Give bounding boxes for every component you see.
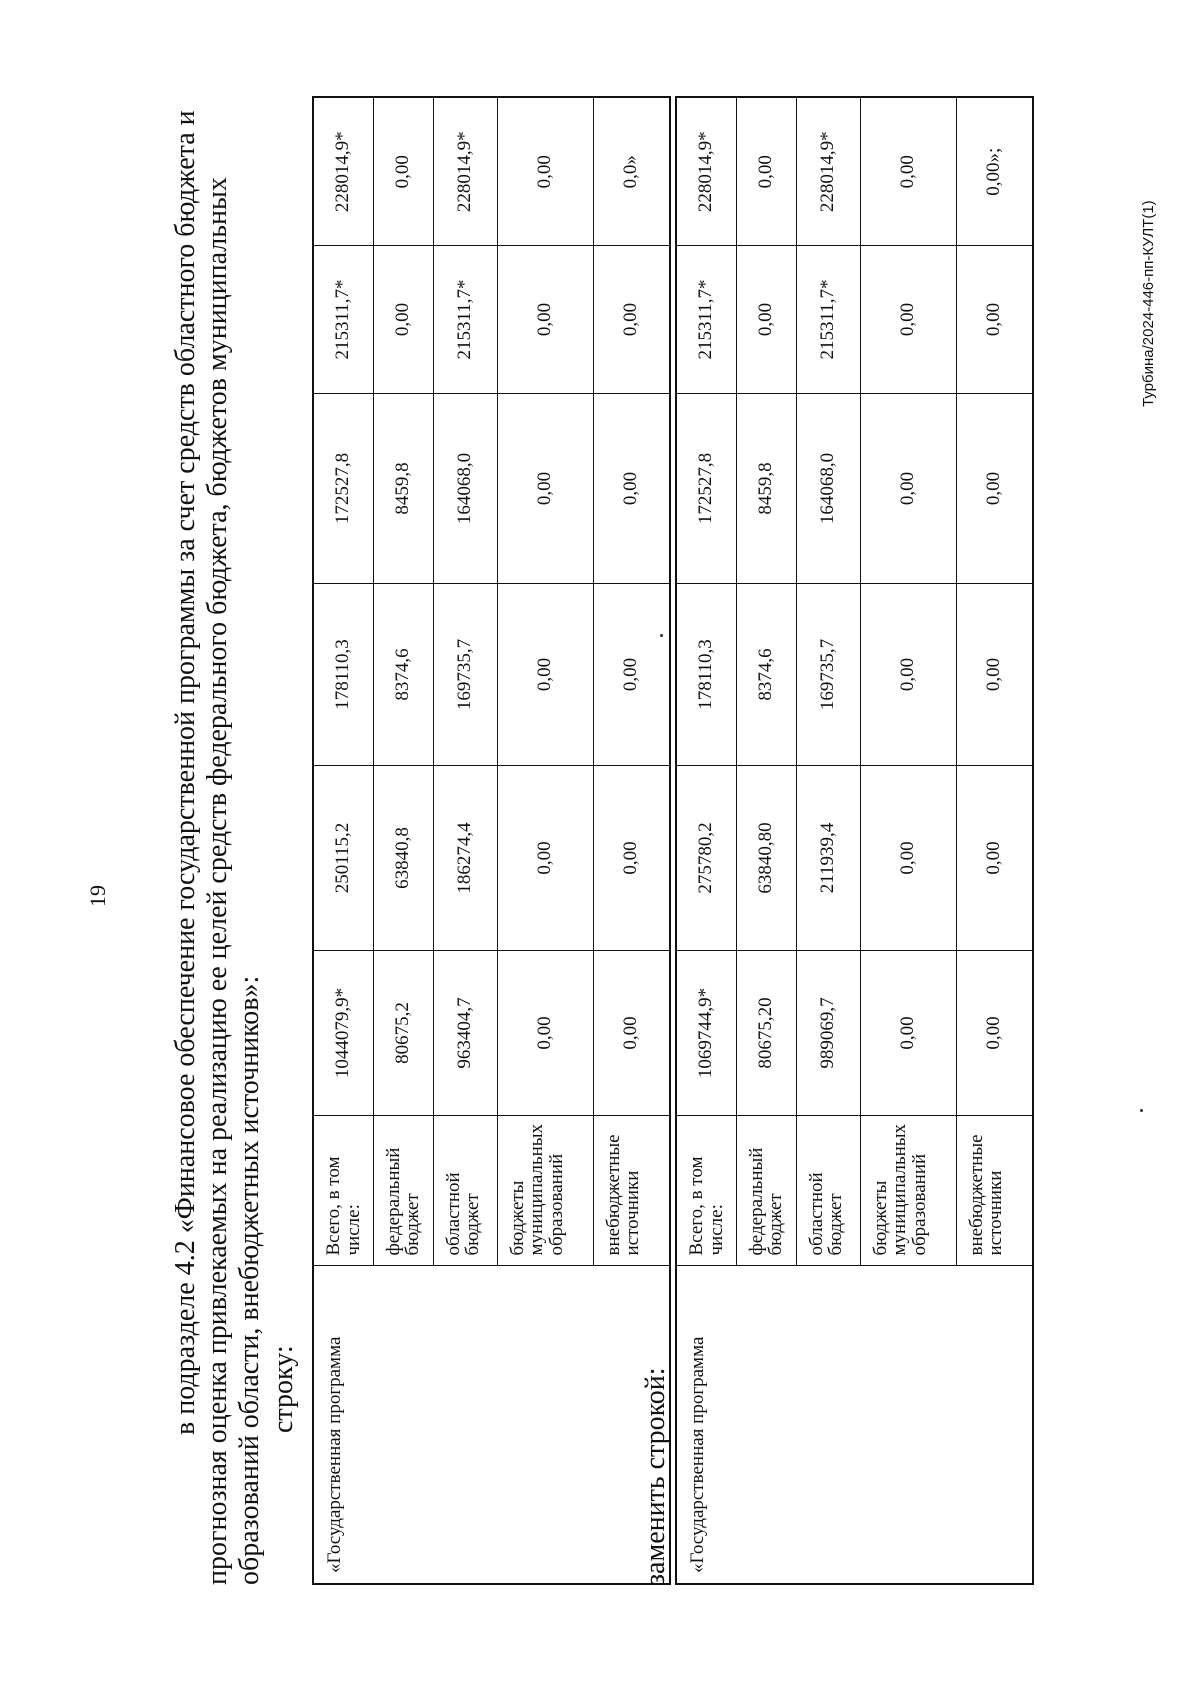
- scan-dot: [1140, 1109, 1143, 1112]
- source-label-cell: бюджеты муниципальных образований: [497, 1115, 593, 1266]
- value-cell: 169735,7: [433, 583, 497, 765]
- value-cell: 8374,6: [736, 583, 796, 765]
- value-cell: 228014,9*: [433, 97, 497, 245]
- value-cell: 172527,8: [313, 393, 373, 583]
- value-cell: 0,0»: [593, 97, 670, 245]
- value-cell: 80675,20: [736, 950, 796, 1115]
- table-row: [676, 97, 736, 1584]
- value-cell: 215311,7*: [796, 245, 860, 393]
- value-cell: 0,00: [497, 950, 593, 1115]
- value-cell: 0,00: [860, 765, 956, 950]
- value-cell: 215311,7*: [676, 245, 736, 393]
- source-label-cell: внебюджетные источники: [956, 1115, 1033, 1266]
- value-cell: 186274,4: [433, 765, 497, 950]
- value-cell: 0,00: [497, 765, 593, 950]
- document-footer: Турбина/2024-446-пп-КУЛТ(1): [1140, 200, 1157, 407]
- value-cell: 178110,3: [676, 583, 736, 765]
- value-cell: 0,00: [593, 950, 670, 1115]
- value-cell: 8459,8: [373, 393, 433, 583]
- value-cell: 275780,2: [676, 765, 736, 950]
- value-cell: 0,00: [956, 245, 1033, 393]
- value-cell: 0,00: [956, 950, 1033, 1115]
- value-cell: 989069,7: [796, 950, 860, 1115]
- value-cell: 172527,8: [676, 393, 736, 583]
- finance-table-old: [312, 96, 671, 1585]
- value-cell: 0,00: [860, 97, 956, 245]
- value-cell: 0,00: [497, 583, 593, 765]
- value-cell: 0,00: [593, 245, 670, 393]
- value-cell: 211939,4: [796, 765, 860, 950]
- value-cell: 178110,3: [313, 583, 373, 765]
- intro-line-2: прогнозная оценка привлекаемых на реализацию ее целей средств федерального бюджета, бюджетов муниципальных: [202, 177, 233, 1585]
- value-cell: 80675,2: [373, 950, 433, 1115]
- value-cell: 250115,2: [313, 765, 373, 950]
- program-name-cell: «Государственная программа: [676, 1266, 1033, 1584]
- value-cell: 215311,7*: [313, 245, 373, 393]
- value-cell: 228014,9*: [796, 97, 860, 245]
- value-cell: 0,00: [860, 393, 956, 583]
- value-cell: 0,00: [860, 245, 956, 393]
- value-cell: 8459,8: [736, 393, 796, 583]
- value-cell: 215311,7*: [433, 245, 497, 393]
- value-cell: 0,00: [860, 583, 956, 765]
- value-cell: 0,00: [373, 245, 433, 393]
- source-label-cell: областной бюджет: [796, 1115, 860, 1266]
- value-cell: 963404,7: [433, 950, 497, 1115]
- value-cell: 0,00: [497, 245, 593, 393]
- value-cell: 1044079,9*: [313, 950, 373, 1115]
- value-cell: 1069744,9*: [676, 950, 736, 1115]
- value-cell: 0,00: [736, 97, 796, 245]
- source-label-cell: внебюджетные источники: [593, 1115, 670, 1266]
- source-label-cell: Всего, в том числе:: [313, 1115, 373, 1266]
- value-cell: 0,00: [956, 765, 1033, 950]
- value-cell: 228014,9*: [313, 97, 373, 245]
- value-cell: 0,00: [497, 97, 593, 245]
- source-label-cell: федеральный бюджет: [373, 1115, 433, 1266]
- finance-table-new: [675, 96, 1034, 1585]
- value-cell: 8374,6: [373, 583, 433, 765]
- intro-line-1: в подразделе 4.2 «Финансовое обеспечение государственной программы за счет средств областного бюджета и: [170, 110, 201, 1435]
- value-cell: 0,00: [373, 97, 433, 245]
- value-cell: 0,00: [860, 950, 956, 1115]
- value-cell: 0,00»;: [956, 97, 1033, 245]
- intro-line-3: образований области, внебюджетных источников»:: [234, 975, 265, 1585]
- value-cell: 164068,0: [796, 393, 860, 583]
- source-label-cell: федеральный бюджет: [736, 1115, 796, 1266]
- value-cell: 169735,7: [796, 583, 860, 765]
- intro-line-4: строку:: [268, 1345, 299, 1433]
- replace-label: заменить строкой:: [640, 1367, 671, 1585]
- value-cell: 228014,9*: [676, 97, 736, 245]
- table-row: [313, 97, 373, 1584]
- value-cell: 0,00: [497, 393, 593, 583]
- value-cell: 0,00: [593, 393, 670, 583]
- value-cell: 0,00: [956, 583, 1033, 765]
- source-label-cell: Всего, в том числе:: [676, 1115, 736, 1266]
- value-cell: 0,00: [736, 245, 796, 393]
- value-cell: 0,00: [593, 765, 670, 950]
- page-number: 19: [85, 885, 110, 907]
- program-name-cell: «Государственная программа: [313, 1266, 670, 1584]
- value-cell: 164068,0: [433, 393, 497, 583]
- source-label-cell: областной бюджет: [433, 1115, 497, 1266]
- value-cell: 63840,8: [373, 765, 433, 950]
- source-label-cell: бюджеты муниципальных образований: [860, 1115, 956, 1266]
- value-cell: 0,00: [593, 583, 670, 765]
- scan-dot: [660, 634, 663, 637]
- value-cell: 0,00: [956, 393, 1033, 583]
- value-cell: 63840,80: [736, 765, 796, 950]
